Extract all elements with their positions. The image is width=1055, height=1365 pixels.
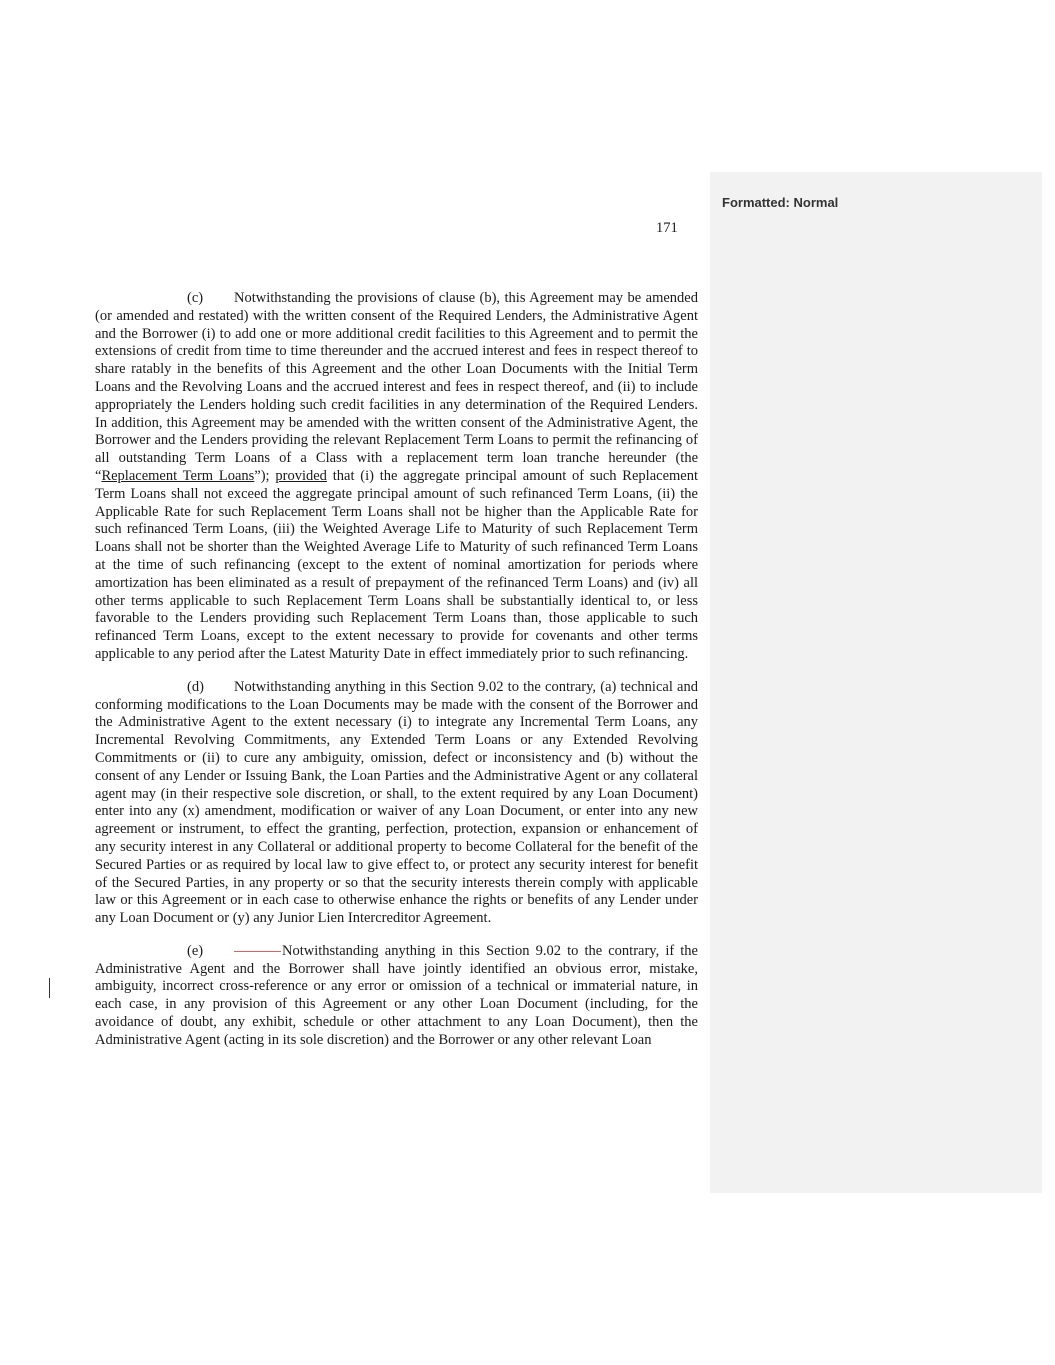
clause-label-d: (d) xyxy=(187,678,204,695)
paragraph-c xyxy=(95,290,698,664)
clause-label-c: (c) xyxy=(187,290,204,306)
comment-pane xyxy=(710,172,1042,1193)
proviso-term: provided xyxy=(275,467,327,484)
defined-term-replacement-term-loans: Replacement Term Loans xyxy=(101,467,255,484)
clause-label-e: (e) xyxy=(187,942,204,959)
paragraph-e-text: Notwithstanding anything in this Section 9.02 to the contrary, if the Administrative Agent and the Borrower shall have jointly identified an obvious error, mistake, ambiguity, incorrect cross-reference or any error or omission of a technical or immaterial nature, in each case, in any provision of this Agreement or any other Loan Document (including, for the avoidance of doubt, any exhibit, schedule or other attachment to any Loan Document), then the Administrative Agent (acting in its sole discretion) and the Borrower or any other relevant Loan xyxy=(95,942,698,1048)
paragraph-c-text-1: Notwithstanding the provisions of clause (b), this Agreement may be amended (or amended and restated) with the written consent of the Required Lenders, the Administrative Agent and the Borrower (i) to add one or more additional credit facilities to this Agreement and to permit the extensions of credit from time to time thereunder and the accrued interest and fees in respect thereof to share ratably in the benefits of this Agreement and the other Loan Documents with the Initial Term Loans and the Revolving Loans and the accrued interest and fees in respect thereof, and (ii) to include appropriately the Lenders holding such credit facilities in any determination of the Required Lenders. In addition, this Agreement may be amended with the written consent of the Administrative Agent, the Borrower and the Lenders providing the relevant Replacement Term Loans to permit the refinancing of all outstanding Term Loans of a Class with a replacement term loan tranche hereunder (the “ xyxy=(95,290,698,484)
paragraph-c-text-3: that (i) the aggregate principal amount of such Replacement Term Loans shall not exceed the aggregate principal amount of such refinanced Term Loans, (ii) the Applicable Rate for such Replacement Term Loans shall not be higher than the Applicable Rate for such refinanced Term Loans, (iii) the Weighted Average Life to Maturity of such Replacement Term Loans shall not be shorter than the Weighted Average Life to Maturity of such refinanced Term Loans at the time of such refinancing (except to the extent of nominal amortization for periods where amortization has been eliminated as a result of prepayment of the refinanced Term Loans) and (iv) all other terms applicable to such Replacement Term Loans shall be substantially identical to, or less favorable to the Lenders providing such Replacement Term Loans than, those applicable to such refinanced Term Loans, except to the extent necessary to provide for covenants and other terms applicable to any period after the Latest Maturity Date in effect immediately prior to such refinancing. xyxy=(95,467,698,662)
page-number: 171 xyxy=(656,220,678,236)
deleted-tab-mark xyxy=(234,951,281,953)
comment-pane-title: Formatted: Normal xyxy=(722,195,839,210)
paragraph-c-text-2: ”); xyxy=(254,467,276,484)
paragraph-d xyxy=(95,679,698,928)
paragraph-e xyxy=(95,943,698,1050)
change-bar xyxy=(49,978,50,998)
paragraph-d-text: Notwithstanding anything in this Section 9.02 to the contrary, (a) technical and conforming modifications to the Loan Documents may be made with the consent of the Borrower and the Administrative Agent to the extent necessary (i) to integrate any Incremental Term Loans, any Incremental Revolving Commitments, any Extended Term Loans or any Extended Revolving Commitments or (ii) to cure any ambiguity, omission, defect or inconsistency and (b) without the consent of any Lender or Issuing Bank, the Loan Parties and the Administrative Agent or any collateral agent may (in their respective sole discretion, or shall, to the extent required by any Loan Document) enter into any (x) amendment, modification or waiver of any Loan Document, or enter into any new agreement or instrument, to effect the granting, perfection, protection, expansion or enhancement of any security interest in any Collateral or additional property to become Collateral for the benefit of the Secured Parties or as required by local law to give effect to, or protect any security interest for benefit of the Secured Parties, in any property or so that the security interests therein comply with applicable law or this Agreement or in each case to otherwise enhance the rights or benefits of any Lender under any Loan Document or (y) any Junior Lien Intercreditor Agreement. xyxy=(95,678,698,927)
document-body xyxy=(95,290,698,1065)
